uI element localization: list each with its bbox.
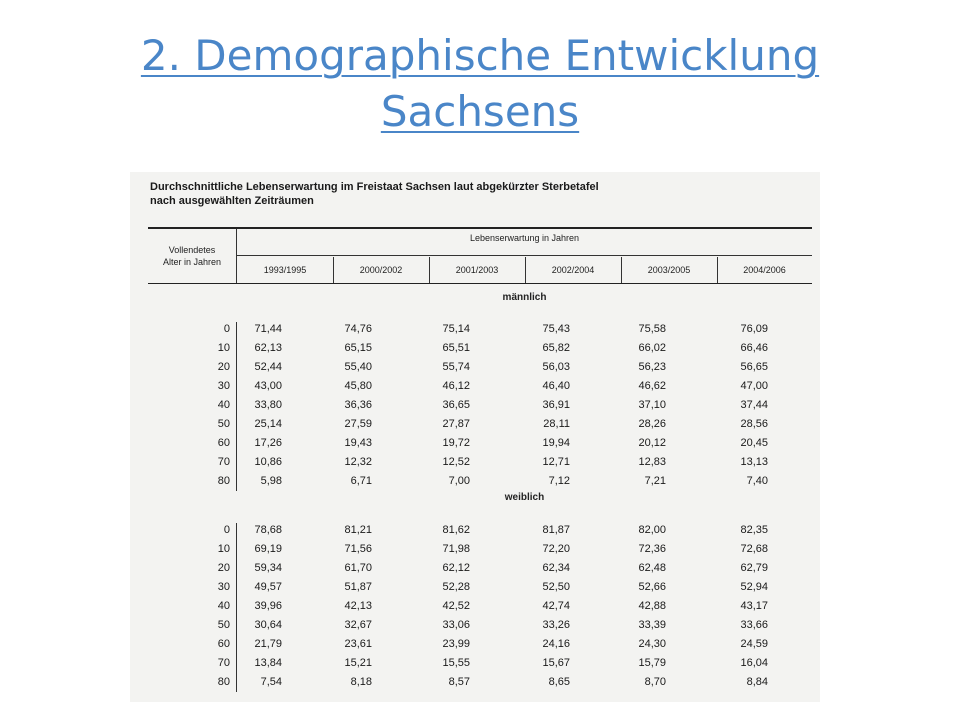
table-caption-line2: nach ausgewählten Zeiträumen	[150, 195, 314, 207]
value-cell: 46,62	[638, 380, 666, 392]
value-cell: 62,48	[638, 562, 666, 574]
group-header-rule	[237, 255, 812, 256]
value-cell: 66,46	[740, 342, 768, 354]
value-cell: 15,55	[442, 657, 470, 669]
value-cell: 25,14	[254, 418, 282, 430]
age-cell: 70	[217, 657, 230, 669]
age-cell: 20	[217, 562, 230, 574]
age-column-border	[236, 523, 237, 692]
table-row	[148, 521, 812, 540]
slide-title-line1: 2. Demographische Entwicklung	[140, 31, 820, 80]
table-top-rule	[148, 227, 812, 229]
value-cell: 81,21	[344, 524, 372, 536]
value-cell: 75,43	[542, 323, 570, 335]
value-cell: 23,61	[344, 638, 372, 650]
value-cell: 12,71	[542, 456, 570, 468]
value-cell: 72,36	[638, 543, 666, 555]
value-cell: 7,12	[548, 475, 570, 487]
table-row	[148, 358, 812, 377]
value-cell: 72,20	[542, 543, 570, 555]
value-cell: 8,84	[746, 676, 768, 688]
value-cell: 6,71	[350, 475, 372, 487]
value-cell: 75,58	[638, 323, 666, 335]
value-cell: 37,44	[740, 399, 768, 411]
value-cell: 15,67	[542, 657, 570, 669]
column-divider	[525, 257, 526, 283]
value-cell: 56,23	[638, 361, 666, 373]
value-cell: 46,12	[442, 380, 470, 392]
value-cell: 42,88	[638, 600, 666, 612]
period-header: 2004/2006	[743, 265, 786, 275]
value-cell: 8,70	[644, 676, 666, 688]
value-cell: 36,65	[442, 399, 470, 411]
age-cell: 60	[217, 638, 230, 650]
age-cell: 30	[217, 380, 230, 392]
value-cell: 21,79	[254, 638, 282, 650]
table-row	[148, 559, 812, 578]
value-cell: 33,80	[254, 399, 282, 411]
slide-title	[0, 28, 960, 140]
value-cell: 13,13	[740, 456, 768, 468]
table-row	[148, 415, 812, 434]
value-cell: 52,50	[542, 581, 570, 593]
value-cell: 7,54	[260, 676, 282, 688]
value-cell: 33,26	[542, 619, 570, 631]
table-row	[148, 453, 812, 472]
value-cell: 33,66	[740, 619, 768, 631]
table-row	[148, 540, 812, 559]
age-header-line1: Vollendetes	[168, 245, 216, 255]
value-cell: 71,56	[344, 543, 372, 555]
value-cell: 52,66	[638, 581, 666, 593]
value-cell: 5,98	[260, 475, 282, 487]
table-row	[148, 578, 812, 597]
period-header: 2003/2005	[647, 265, 691, 275]
value-cell: 56,03	[542, 361, 570, 373]
value-cell: 51,87	[344, 581, 372, 593]
value-cell: 69,19	[254, 543, 282, 555]
value-cell: 33,39	[638, 619, 666, 631]
age-cell: 50	[217, 619, 230, 631]
age-column-border	[236, 322, 237, 491]
value-cell: 71,98	[442, 543, 470, 555]
value-cell: 20,45	[740, 437, 768, 449]
value-cell: 8,57	[448, 676, 470, 688]
value-cell: 36,36	[344, 399, 372, 411]
age-cell: 10	[217, 342, 230, 354]
age-cell: 60	[217, 437, 230, 449]
value-cell: 32,67	[344, 619, 372, 631]
value-cell: 12,32	[344, 456, 372, 468]
value-cell: 7,40	[746, 475, 768, 487]
age-cell: 70	[217, 456, 230, 468]
value-cell: 52,94	[740, 581, 768, 593]
value-cell: 52,44	[254, 361, 282, 373]
life-expectancy-group-header: Lebenserwartung in Jahren	[469, 233, 580, 243]
value-cell: 55,74	[442, 361, 470, 373]
value-cell: 52,28	[442, 581, 470, 593]
age-cell: 30	[217, 581, 230, 593]
value-cell: 19,72	[442, 437, 470, 449]
period-header: 2001/2003	[455, 265, 499, 275]
value-cell: 42,13	[344, 600, 372, 612]
value-cell: 36,91	[542, 399, 570, 411]
value-cell: 43,00	[254, 380, 282, 392]
value-cell: 49,57	[254, 581, 282, 593]
value-cell: 16,04	[740, 657, 768, 669]
value-cell: 62,34	[542, 562, 570, 574]
table-row	[148, 396, 812, 415]
value-cell: 23,99	[442, 638, 470, 650]
value-cell: 15,21	[344, 657, 372, 669]
value-cell: 8,65	[548, 676, 570, 688]
column-divider	[429, 257, 430, 283]
value-cell: 39,96	[254, 600, 282, 612]
value-cell: 15,79	[638, 657, 666, 669]
value-cell: 65,15	[344, 342, 372, 354]
value-cell: 42,74	[542, 600, 570, 612]
section-label: männlich	[502, 292, 547, 303]
value-cell: 42,52	[442, 600, 470, 612]
table-row	[148, 320, 812, 339]
value-cell: 19,94	[542, 437, 570, 449]
value-cell: 27,87	[442, 418, 470, 430]
column-divider	[333, 257, 334, 283]
value-cell: 7,00	[448, 475, 470, 487]
slide-title-line2: Sachsens	[380, 87, 580, 136]
value-cell: 76,09	[740, 323, 768, 335]
age-cell: 40	[217, 399, 230, 411]
value-cell: 28,56	[740, 418, 768, 430]
value-cell: 45,80	[344, 380, 372, 392]
value-cell: 10,86	[254, 456, 282, 468]
value-cell: 7,21	[644, 475, 666, 487]
age-cell: 80	[217, 475, 230, 487]
value-cell: 71,44	[254, 323, 282, 335]
value-cell: 62,13	[254, 342, 282, 354]
period-header: 2002/2004	[551, 265, 595, 275]
age-cell: 20	[217, 361, 230, 373]
value-cell: 82,35	[740, 524, 768, 536]
value-cell: 24,30	[638, 638, 666, 650]
value-cell: 28,26	[638, 418, 666, 430]
table-row	[148, 654, 812, 673]
value-cell: 72,68	[740, 543, 768, 555]
age-cell: 10	[217, 543, 230, 555]
value-cell: 8,18	[350, 676, 372, 688]
value-cell: 65,51	[442, 342, 470, 354]
value-cell: 33,06	[442, 619, 470, 631]
value-cell: 17,26	[254, 437, 282, 449]
column-divider	[717, 257, 718, 283]
section-rows	[148, 320, 812, 491]
table-caption-line1: Durchschnittliche Lebenserwartung im Freistaat Sachsen laut abgekürzter Sterbetafel	[150, 181, 599, 193]
column-divider	[621, 257, 622, 283]
value-cell: 65,82	[542, 342, 570, 354]
value-cell: 20,12	[638, 437, 666, 449]
table-row	[148, 339, 812, 358]
value-cell: 61,70	[344, 562, 372, 574]
column-divider	[236, 229, 237, 283]
period-header: 2000/2002	[359, 265, 403, 275]
age-cell: 0	[223, 323, 230, 335]
value-cell: 24,16	[542, 638, 570, 650]
table-row	[148, 377, 812, 396]
value-cell: 82,00	[638, 524, 666, 536]
age-column-header	[148, 229, 236, 283]
value-cell: 12,83	[638, 456, 666, 468]
age-cell: 40	[217, 600, 230, 612]
value-cell: 62,79	[740, 562, 768, 574]
value-cell: 81,87	[542, 524, 570, 536]
age-cell: 50	[217, 418, 230, 430]
value-cell: 46,40	[542, 380, 570, 392]
table-row	[148, 635, 812, 654]
value-cell: 30,64	[254, 619, 282, 631]
table-caption	[150, 180, 790, 208]
value-cell: 74,76	[344, 323, 372, 335]
value-cell: 47,00	[740, 380, 768, 392]
value-cell: 62,12	[442, 562, 470, 574]
value-cell: 43,17	[740, 600, 768, 612]
section-rows	[148, 521, 812, 692]
value-cell: 12,52	[442, 456, 470, 468]
section-label: weiblich	[504, 492, 545, 503]
value-cell: 59,34	[254, 562, 282, 574]
value-cell: 56,65	[740, 361, 768, 373]
age-cell: 80	[217, 676, 230, 688]
period-header: 1993/1995	[263, 265, 307, 275]
table-row	[148, 434, 812, 453]
value-cell: 27,59	[344, 418, 372, 430]
value-cell: 55,40	[344, 361, 372, 373]
table-row	[148, 673, 812, 692]
table-row	[148, 597, 812, 616]
value-cell: 13,84	[254, 657, 282, 669]
age-cell: 0	[223, 524, 230, 536]
header-bottom-rule	[148, 283, 812, 284]
value-cell: 66,02	[638, 342, 666, 354]
value-cell: 75,14	[442, 323, 470, 335]
age-header-line2: Alter in Jahren	[162, 257, 222, 267]
value-cell: 81,62	[442, 524, 470, 536]
table-row	[148, 472, 812, 491]
value-cell: 78,68	[254, 524, 282, 536]
value-cell: 28,11	[543, 418, 570, 430]
value-cell: 19,43	[344, 437, 372, 449]
value-cell: 24,59	[740, 638, 768, 650]
table-row	[148, 616, 812, 635]
value-cell: 37,10	[638, 399, 666, 411]
